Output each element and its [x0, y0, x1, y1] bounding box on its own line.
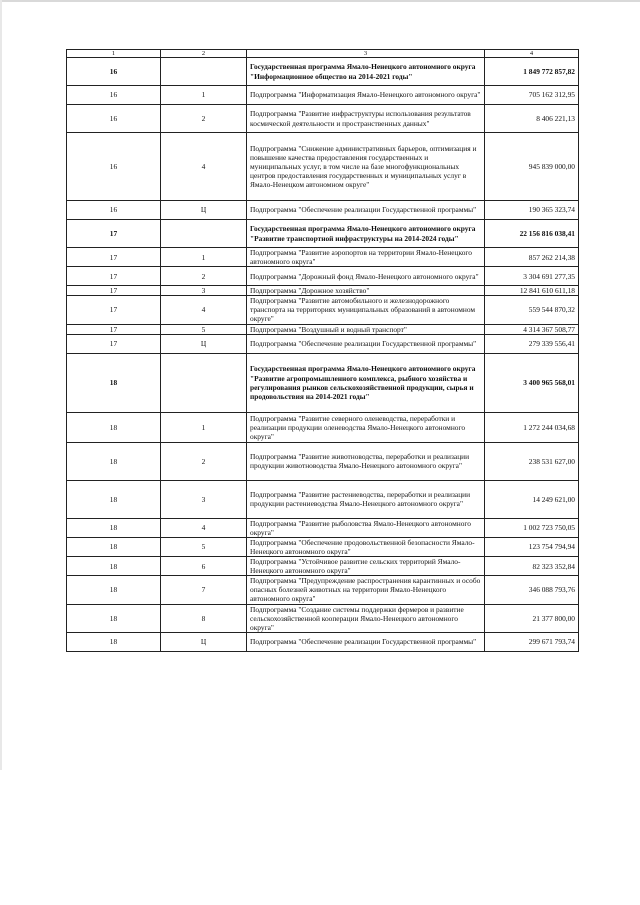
program-code: 16	[67, 58, 161, 86]
program-name: Подпрограмма "Создание системы поддержки фермеров и развитие сельскохозяйственной кооперации Ямало-Ненецкого автономного округа"	[247, 604, 485, 632]
program-code: 18	[67, 518, 161, 537]
program-code: 16	[67, 133, 161, 201]
program-code: 18	[67, 412, 161, 442]
subprogram-code: 8	[161, 604, 247, 632]
subprogram-row	[67, 201, 579, 220]
budget-table	[66, 49, 579, 652]
subprogram-code: 5	[161, 537, 247, 556]
subprogram-row	[67, 518, 579, 537]
program-name: Государственная программа Ямало-Ненецкого автономного округа "Информационное общество на 2014-2021 годы"	[247, 58, 485, 86]
program-name: Подпрограмма "Воздушный и водный транспорт"	[247, 324, 485, 334]
subprogram-row	[67, 286, 579, 296]
subprogram-code: 6	[161, 557, 247, 576]
amount: 190 365 323,74	[485, 201, 579, 220]
program-name: Подпрограмма "Развитие растениеводства, переработки и реализации продукции растениеводства Ямало-Ненецкого автономного округа"	[247, 480, 485, 518]
subprogram-code: 1	[161, 412, 247, 442]
subprogram-row	[67, 324, 579, 334]
subprogram-row	[67, 537, 579, 556]
program-name: Государственная программа Ямало-Ненецкого автономного округа "Развитие агропромышленного комплекса, рыбного хозяйства и регулирования рынков сельскохозяйственной продукции, сырья и продовольствия на 2014-2021 годы"	[247, 353, 485, 412]
subprogram-code: 1	[161, 248, 247, 267]
subprogram-code: 4	[161, 296, 247, 324]
program-name: Подпрограмма "Дорожный фонд Ямало-Ненецкого автономного округа"	[247, 267, 485, 286]
program-name: Подпрограмма "Предупреждение распространения карантинных и особо опасных болезней животных на территории Ямало-Ненецкого автономного округа"	[247, 576, 485, 604]
program-code: 18	[67, 557, 161, 576]
amount: 3 304 691 277,35	[485, 267, 579, 286]
program-name: Подпрограмма "Развитие автомобильного и железнодорожного транспорта на территориях муниципальных образований в автономном округе"	[247, 296, 485, 324]
subprogram-code: 3	[161, 480, 247, 518]
program-name: Государственная программа Ямало-Ненецкого автономного округа "Развитие транспортной инфраструктуры на 2014-2024 годы"	[247, 220, 485, 248]
subprogram-code: 4	[161, 518, 247, 537]
subprogram-row	[67, 267, 579, 286]
subprogram-row	[67, 248, 579, 267]
program-name: Подпрограмма "Развитие северного оленеводства, переработки и реализации продукции оленеводства Ямало-Ненецкого автономного округа"	[247, 412, 485, 442]
subprogram-row	[67, 632, 579, 651]
subprogram-row	[67, 442, 579, 480]
subprogram-code: Ц	[161, 632, 247, 651]
program-row	[67, 220, 579, 248]
amount: 705 162 312,95	[485, 86, 579, 105]
program-code: 17	[67, 220, 161, 248]
program-name: Подпрограмма "Снижение административных барьеров, оптимизация и повышение качества предоставления государственных и муниципальных услуг, в том числе на базе многофункциональных центров предоставления государственных и муниципальных услуг в Ямало-Ненецком автономном округе"	[247, 133, 485, 201]
amount: 4 314 367 508,77	[485, 324, 579, 334]
amount: 346 088 793,76	[485, 576, 579, 604]
amount: 1 272 244 034,68	[485, 412, 579, 442]
program-code: 18	[67, 632, 161, 651]
program-name: Подпрограмма "Развитие аэропортов на территории Ямало-Ненецкого автономного округа"	[247, 248, 485, 267]
amount: 82 323 352,84	[485, 557, 579, 576]
subprogram-code: 1	[161, 86, 247, 105]
amount: 14 249 621,00	[485, 480, 579, 518]
subprogram-code: 2	[161, 442, 247, 480]
program-name: Подпрограмма "Обеспечение реализации Государственной программы"	[247, 334, 485, 353]
program-code: 18	[67, 537, 161, 556]
program-name: Подпрограмма "Устойчивое развитие сельских территорий Ямало-Ненецкого автономного округа"	[247, 557, 485, 576]
amount: 21 377 800,00	[485, 604, 579, 632]
table-body	[67, 58, 579, 652]
subprogram-code: Ц	[161, 201, 247, 220]
subprogram-code: Ц	[161, 334, 247, 353]
program-code: 18	[67, 576, 161, 604]
subprogram-code: 5	[161, 324, 247, 334]
program-code: 17	[67, 324, 161, 334]
subprogram-row	[67, 133, 579, 201]
amount: 559 544 870,32	[485, 296, 579, 324]
program-name: Подпрограмма "Обеспечение реализации Государственной программы"	[247, 632, 485, 651]
program-row	[67, 58, 579, 86]
program-name: Подпрограмма "Обеспечение продовольственной безопасности Ямало-Ненецкого автономного округа"	[247, 537, 485, 556]
amount: 3 400 965 568,01	[485, 353, 579, 412]
subprogram-code: 3	[161, 286, 247, 296]
program-name: Подпрограмма "Обеспечение реализации Государственной программы"	[247, 201, 485, 220]
subprogram-code	[161, 220, 247, 248]
program-row	[67, 353, 579, 412]
column-number: 3	[247, 50, 485, 58]
subprogram-row	[67, 576, 579, 604]
program-code: 16	[67, 86, 161, 105]
subprogram-code: 4	[161, 133, 247, 201]
program-code: 17	[67, 267, 161, 286]
amount: 22 156 816 038,41	[485, 220, 579, 248]
amount: 1 849 772 857,82	[485, 58, 579, 86]
subprogram-row	[67, 604, 579, 632]
blank-page-bottom	[0, 770, 640, 905]
program-name: Подпрограмма "Развитие рыболовства Ямало-Ненецкого автономного округа"	[247, 518, 485, 537]
program-code: 16	[67, 105, 161, 133]
program-code: 18	[67, 353, 161, 412]
subprogram-code	[161, 58, 247, 86]
program-code: 18	[67, 480, 161, 518]
subprogram-code: 2	[161, 105, 247, 133]
amount: 857 262 214,38	[485, 248, 579, 267]
amount: 299 671 793,74	[485, 632, 579, 651]
program-code: 16	[67, 201, 161, 220]
program-name: Подпрограмма "Развитие инфраструктуры использования результатов космической деятельности и пространственных данных"	[247, 105, 485, 133]
subprogram-row	[67, 86, 579, 105]
amount: 1 002 723 750,05	[485, 518, 579, 537]
amount: 279 339 556,41	[485, 334, 579, 353]
subprogram-row	[67, 557, 579, 576]
column-number: 2	[161, 50, 247, 58]
subprogram-row	[67, 105, 579, 133]
page-edge	[0, 0, 640, 2]
amount: 123 754 794,94	[485, 537, 579, 556]
amount: 8 406 221,13	[485, 105, 579, 133]
program-code: 17	[67, 248, 161, 267]
program-code: 18	[67, 604, 161, 632]
column-number-row	[67, 50, 579, 58]
subprogram-row	[67, 412, 579, 442]
subprogram-row	[67, 296, 579, 324]
program-code: 17	[67, 334, 161, 353]
subprogram-code: 2	[161, 267, 247, 286]
subprogram-row	[67, 334, 579, 353]
subprogram-code: 7	[161, 576, 247, 604]
program-code: 17	[67, 286, 161, 296]
program-code: 18	[67, 442, 161, 480]
program-name: Подпрограмма "Информатизация Ямало-Ненецкого автономного округа"	[247, 86, 485, 105]
amount: 238 531 627,00	[485, 442, 579, 480]
program-code: 17	[67, 296, 161, 324]
subprogram-code	[161, 353, 247, 412]
amount: 12 841 610 611,18	[485, 286, 579, 296]
program-name: Подпрограмма "Развитие животноводства, переработки и реализации продукции животноводства Ямало-Ненецкого автономного округа"	[247, 442, 485, 480]
amount: 945 839 000,00	[485, 133, 579, 201]
subprogram-row	[67, 480, 579, 518]
program-name: Подпрограмма "Дорожное хозяйство"	[247, 286, 485, 296]
column-number: 1	[67, 50, 161, 58]
column-number: 4	[485, 50, 579, 58]
